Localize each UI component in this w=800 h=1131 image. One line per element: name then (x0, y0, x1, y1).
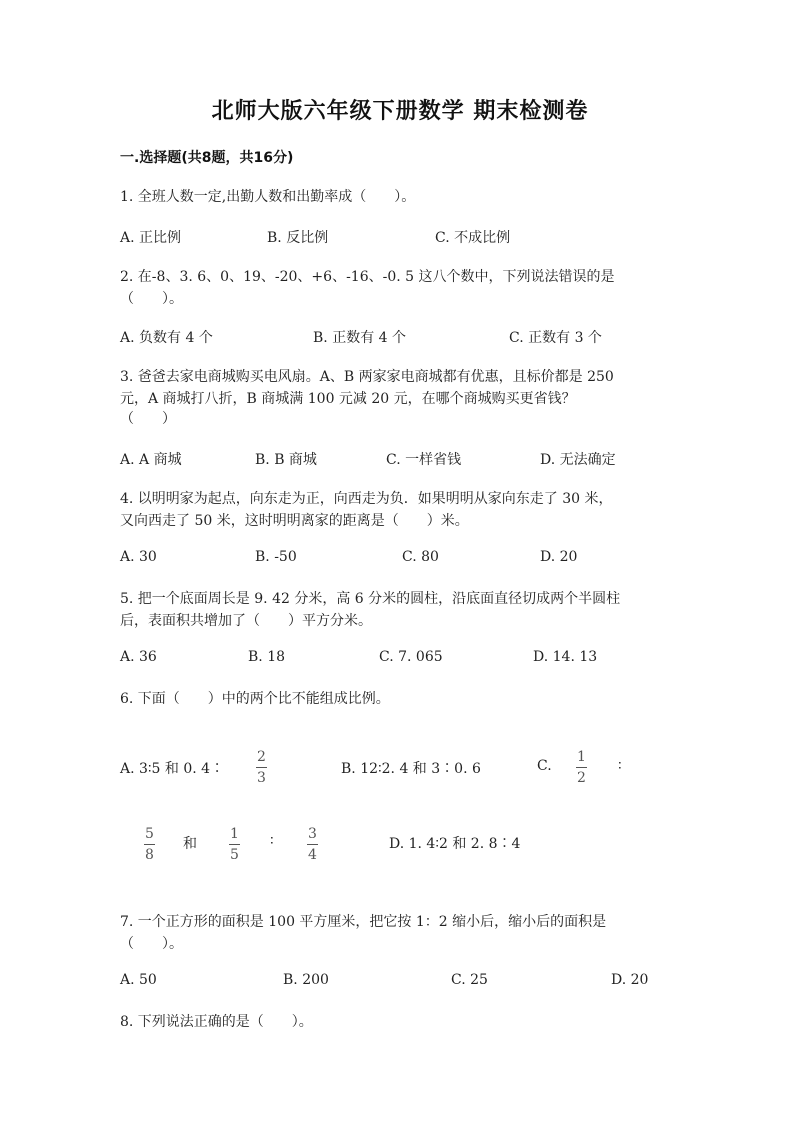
fraction-bar (256, 767, 267, 768)
question-4-line1: 4. 以明明家为起点，向东走为正，向西走为负．如果明明从家向东走了 30 米， (120, 491, 613, 507)
q3-option-c: C. 一样省钱 (386, 452, 462, 468)
q2-option-a: A. 负数有 4 个 (120, 330, 213, 346)
fraction-bar (229, 844, 240, 845)
question-2-line1: 2. 在-8、3. 6、0、19、-20、+6、-16、-0. 5 这八个数中，下列说法错误的是 (120, 269, 615, 285)
question-5-line2: 后，表面积共增加了（ ）平方分米。 (120, 613, 372, 629)
fraction-numerator: 1 (230, 826, 239, 842)
q5-option-b: B. 18 (248, 649, 286, 665)
q6-colon-1: ∶ (618, 758, 622, 774)
q6-option-b: B. 12∶2. 4 和 3∶0. 6 (341, 761, 481, 777)
fraction-denominator: 5 (230, 847, 239, 863)
fraction-numerator: 3 (308, 826, 317, 842)
q6-option-c-fraction-1 (576, 749, 587, 786)
q6-option-a: A. 3∶5 和 0. 4∶ (120, 761, 225, 777)
q7-option-a: A. 50 (120, 972, 157, 988)
q3-option-a: A. A 商城 (120, 452, 182, 468)
q5-option-a: A. 36 (120, 649, 157, 665)
fraction-numerator: 5 (145, 826, 154, 842)
q6-option-c: C. (537, 758, 552, 774)
fraction-denominator: 8 (145, 847, 154, 863)
question-8: 8. 下列说法正确的是（ ）。 (120, 1014, 313, 1030)
question-7-line1: 7. 一个正方形的面积是 100 平方厘米，把它按 1：2 缩小后，缩小后的面积是 (120, 914, 607, 930)
fraction-denominator: 4 (308, 847, 317, 863)
question-3-line1: 3. 爸爸去家电商城购买电风扇。A、B 两家家电商城都有优惠，且标价都是 250 (120, 369, 614, 385)
q3-option-d: D. 无法确定 (540, 452, 616, 468)
q6-option-c-fraction-2 (144, 826, 155, 863)
q5-option-c: C. 7. 065 (379, 649, 443, 665)
q1-option-a: A. 正比例 (120, 230, 182, 246)
q3-option-b: B. B 商城 (255, 452, 317, 468)
question-3-line2: 元，A 商城打八折，B 商城满 100 元减 20 元，在哪个商城购买更省钱？ (120, 391, 576, 407)
fraction-bar (144, 844, 155, 845)
fraction-denominator: 2 (577, 770, 586, 786)
q6-option-c-fraction-3 (229, 826, 240, 863)
q4-option-d: D. 20 (540, 549, 578, 565)
section-heading: 一.选择题(共8题，共16分) (120, 150, 294, 166)
fraction-denominator: 3 (257, 770, 266, 786)
q6-option-c-fraction-4 (307, 826, 318, 863)
fraction-bar (307, 844, 318, 845)
question-3-line3: （ ） (120, 411, 176, 427)
fraction-bar (576, 767, 587, 768)
q7-option-d: D. 20 (611, 972, 649, 988)
q1-option-c: C. 不成比例 (435, 230, 511, 246)
q2-option-b: B. 正数有 4 个 (313, 330, 406, 346)
q4-option-b: B. -50 (255, 549, 297, 565)
question-5-line1: 5. 把一个底面周长是 9. 42 分米，高 6 分米的圆柱，沿底面直径切成两个半圆柱 (120, 591, 621, 607)
question-1: 1. 全班人数一定,出勤人数和出勤率成（ ）。 (120, 189, 416, 205)
q4-option-a: A. 30 (120, 549, 157, 565)
q6-option-d: D. 1. 4∶2 和 2. 8∶4 (389, 836, 521, 852)
q5-option-d: D. 14. 13 (533, 649, 598, 665)
q6-and: 和 (183, 836, 197, 852)
q6-option-a-fraction (256, 749, 267, 786)
question-6: 6. 下面（ ）中的两个比不能组成比例。 (120, 691, 390, 707)
question-2-line2: （ ）。 (120, 291, 183, 307)
fraction-numerator: 1 (577, 749, 586, 765)
q7-option-c: C. 25 (451, 972, 488, 988)
q7-option-b: B. 200 (283, 972, 329, 988)
fraction-numerator: 2 (257, 749, 266, 765)
q1-option-b: B. 反比例 (267, 230, 329, 246)
q4-option-c: C. 80 (402, 549, 439, 565)
question-7-line2: （ ）。 (120, 936, 183, 952)
question-4-line2: 又向西走了 50 米，这时明明离家的距离是（ ）米。 (120, 513, 469, 529)
q6-colon-2: ∶ (270, 833, 274, 849)
q2-option-c: C. 正数有 3 个 (509, 330, 602, 346)
page-title: 北师大版六年级下册数学 期末检测卷 (211, 99, 589, 124)
